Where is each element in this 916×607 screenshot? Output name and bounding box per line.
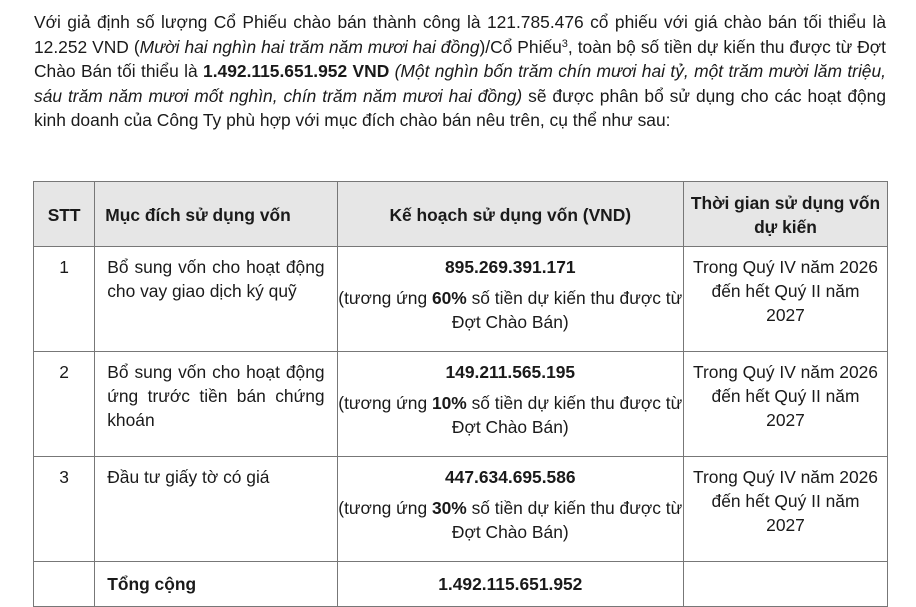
row-note-b: số tiền dự kiến thu được từ Đợt Chào Bán) (451, 288, 683, 332)
row-percent: 30% (431, 498, 467, 518)
row-note (338, 496, 683, 544)
row-plan (337, 352, 683, 457)
row-purpose: Bổ sung vốn cho hoạt động cho vay giao dịch ký quỹ (95, 247, 337, 352)
capital-use-table (33, 181, 888, 607)
table-header-row (34, 182, 888, 247)
row-time: Trong Quý IV năm 2026 đến hết Quý II năm 2027 (684, 247, 888, 352)
para-text-5: sẽ được phân bổ sử dụng cho các hoạt động kinh doanh của Công Ty phù hợp với mục đích chào bán nêu trên, cụ thể như sau: (34, 85, 887, 131)
total-time-empty (684, 562, 888, 607)
total-label: Tổng cộng (95, 562, 337, 607)
header-time: Thời gian sử dụng vốn dự kiến (684, 182, 888, 247)
row-note-b: số tiền dự kiến thu được từ Đợt Chào Bán) (451, 498, 683, 542)
row-plan (337, 247, 683, 352)
intro-paragraph (34, 10, 886, 133)
row-note-a: (tương ứng (338, 498, 432, 518)
row-note-a: (tương ứng (338, 288, 432, 308)
footnote-ref: 3 (561, 37, 568, 50)
row-amount: 149.211.565.195 (445, 362, 576, 382)
row-note (338, 391, 683, 439)
para-text-1: Với giả định số lượng Cổ Phiếu chào bán thành công là 121.785.476 cổ phiếu với giá chào bán tối thiểu là 12.252 VND ( (34, 12, 886, 57)
table-total-row (34, 562, 888, 607)
header-stt: STT (34, 182, 95, 247)
header-plan: Kế hoạch sử dụng vốn (VND) (337, 182, 683, 247)
row-stt: 2 (34, 352, 95, 457)
row-time: Trong Quý IV năm 2026 đến hết Quý II năm 2027 (684, 352, 888, 457)
row-note (338, 286, 683, 334)
price-in-words: Mười hai nghìn hai trăm năm mươi hai đồng (139, 36, 480, 57)
total-amount: 1.492.115.651.952 (337, 562, 683, 607)
para-text-3: , toàn bộ số tiền dự kiến thu được từ Đợt Chào Bán tối thiểu là (34, 36, 886, 82)
row-amount: 447.634.695.586 (445, 467, 576, 487)
table-row (34, 352, 888, 457)
row-purpose: Bổ sung vốn cho hoạt động ứng trước tiền bán chứng khoán (95, 352, 337, 457)
row-percent: 10% (431, 393, 467, 413)
row-amount: 895.269.391.171 (445, 257, 576, 277)
table-row (34, 457, 888, 562)
total-amount-bold: 1.492.115.651.952 VND (203, 61, 390, 82)
para-text-2: )/Cổ Phiếu (479, 36, 562, 57)
row-time: Trong Quý IV năm 2026 đến hết Quý II năm 2027 (684, 457, 888, 562)
row-percent: 60% (431, 288, 467, 308)
row-note-a: (tương ứng (338, 393, 432, 413)
total-stt-empty (34, 562, 95, 607)
row-stt: 3 (34, 457, 95, 562)
header-purpose: Mục đích sử dụng vốn (95, 182, 337, 247)
row-stt: 1 (34, 247, 95, 352)
row-note-b: số tiền dự kiến thu được từ Đợt Chào Bán) (451, 393, 683, 437)
row-purpose: Đầu tư giấy tờ có giá (95, 457, 337, 562)
row-plan (337, 457, 683, 562)
table-row (34, 247, 888, 352)
total-in-words: (Một nghìn bốn trăm chín mươi hai tỷ, một trăm mười lăm triệu, sáu trăm năm mươi mốt nghìn, chín trăm năm mươi hai đồng) (34, 61, 886, 106)
